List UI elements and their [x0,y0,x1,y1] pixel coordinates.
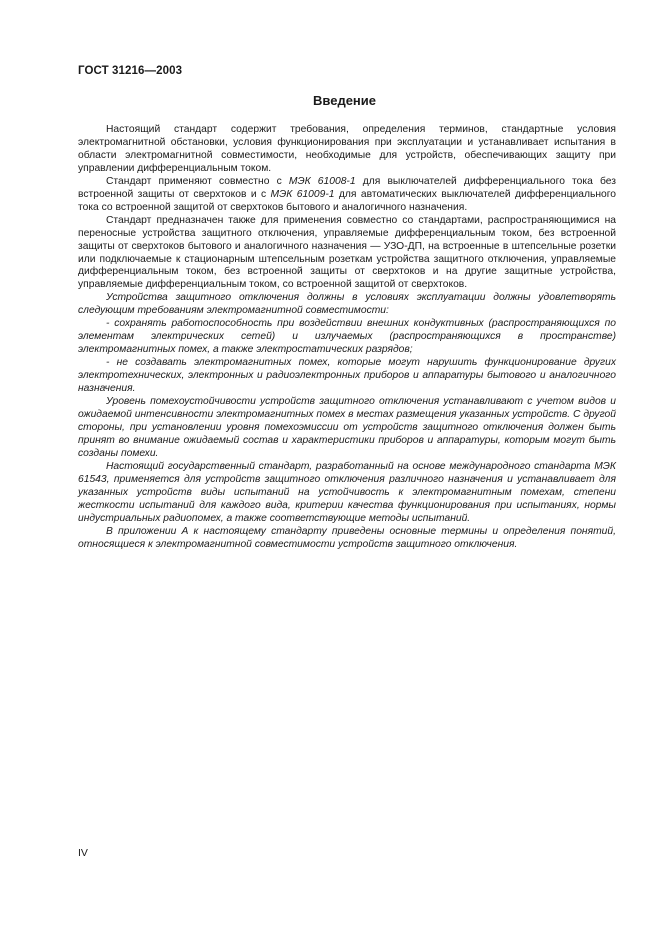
standard-reference-61008: МЭК 61008-1 [288,175,356,187]
paragraph-application [78,176,616,215]
paragraph-application-end: для автоматических выключателей дифференциального тока со встроенной защитой от сверхтоков бытового и аналогичного назначения. [78,188,616,213]
document-code: ГОСТ 31216—2003 [78,65,183,77]
section-title: Введение [313,93,376,108]
paragraph-immunity-level: Уровень помехоустойчивости устройств защитного отключения устанавливают с учетом видов и ожидаемой интенсивности электромагнитных помех в местах размещения указанных устройств. С другой стороны, при установлении уровня помехоэмиссии от устройств защитного отключения должен быть принят во внимание ожидаемый состав и характеристики приборов и аппаратуры, которым могут быть созданы помехи. [78,396,616,459]
standard-reference-61009: МЭК 61009-1 [270,188,335,200]
list-item: - не создавать электромагнитных помех, которые могут нарушить функционирование других электротехнических, электронных и радиоэлектронных приборов и аппаратуры бытового и аналогичного назначения. [78,357,616,395]
paragraph-standard-basis: Настоящий государственный стандарт, разработанный на основе международного стандарта МЭК 61543, применяется для устройств защитного отключения различного назначения и устанавливает для указанных устройств виды испытаний на устойчивость к электромагнитным помехам, степени жесткости испытаний для каждого вида, критерии качества функционирования при испытаниях, нормы индустриальных радиопомех, а также соответствующие методы испытаний. [78,460,616,524]
list-item: - сохранять работоспособность при воздействии внешних кондуктивных (распространяющихся по элементам электрических сетей) и излучаемых (распространяющихся в пространстве) электромагнитных помех, а также электростатических разрядов; [78,318,616,356]
document-body [78,124,616,551]
page-number: IV [78,847,88,859]
paragraph-application-mid: для выключателей дифференциального тока без встроенной защиты от сверхтоков и с [78,175,616,200]
paragraph-scope: Настоящий стандарт содержит требования, определения терминов, стандартные условия электромагнитной обстановки, условия функционирования при эксплуатации и устанавливает испытания в области электромагнитной совместимости, необходимые для устройств, обеспечивающих защиту при управлении дифференциальным током. [78,124,616,174]
paragraph-annex-reference: В приложении А к настоящему стандарту приведены основные термины и определения понятий, относящиеся к электромагнитной совместимости устройств защитного отключения. [78,525,616,550]
paragraph-application-start: Стандарт применяют совместно с [106,175,289,187]
paragraph-requirements: Устройства защитного отключения должны в условиях эксплуатации должны удовлетворять следующим требованиям электромагнитной совместимости: [78,292,616,317]
paragraph-purpose: Стандарт предназначен также для применения совместно со стандартами, распространяющимися на переносные устройства защитного отключения, управляемые дифференциальным током, без встроенной защиты от сверхтоков бытового и аналогичного назначения — УЗО-ДП, на встроенные в штепсельные розетки или подключаемые к стационарным штепсельным розеткам устройства защитного отключения, управляемые дифференциальным током, без встроенной защиты от сверхтоков и на другие защитные устройства, управляемые дифференциальным током, со встроенной защитой от сверхтоков. [78,214,616,291]
